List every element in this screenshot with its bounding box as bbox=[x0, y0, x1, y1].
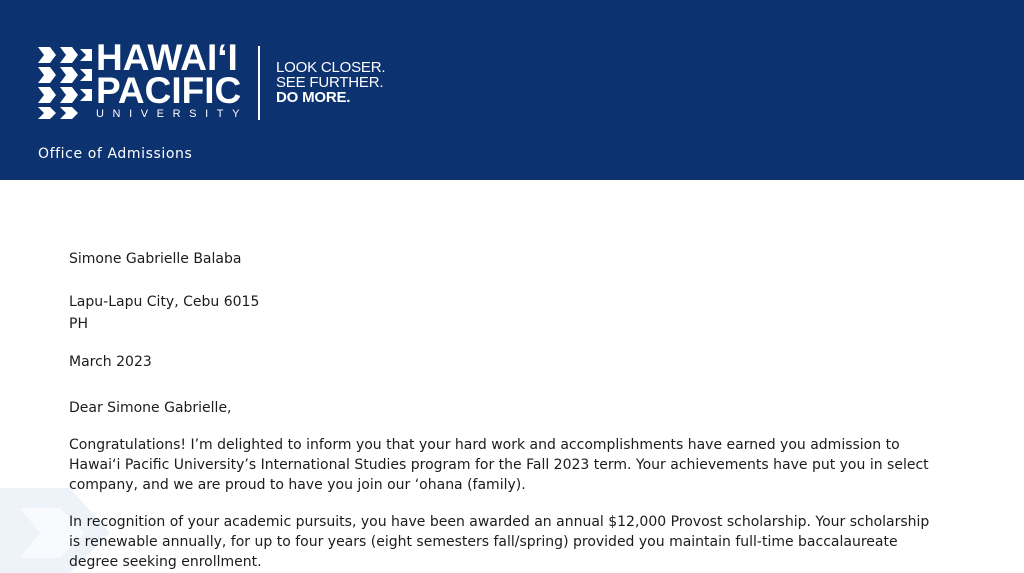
logo-divider bbox=[258, 46, 260, 120]
address-line-1: Lapu-Lapu City, Cebu 6015 bbox=[69, 294, 260, 310]
address-line-2: PH bbox=[69, 316, 88, 332]
letterhead-banner bbox=[0, 0, 1024, 180]
wordmark-line1: HAWAIʻI bbox=[96, 37, 238, 78]
tagline bbox=[276, 60, 385, 105]
recipient-name: Simone Gabrielle Balaba bbox=[69, 251, 242, 267]
wordmark-line2: PACIFIC bbox=[96, 70, 242, 111]
paragraph-scholarship bbox=[69, 512, 969, 572]
tagline-line1: LOOK CLOSER. bbox=[276, 59, 386, 76]
paragraph-line: In recognition of your academic pursuits, you have been awarded an annual $12,000 Provost scholarship. Your scholarship bbox=[69, 514, 930, 530]
hpu-logo-icon bbox=[38, 47, 92, 119]
paragraph-congratulations bbox=[69, 435, 969, 495]
paragraph-line: is renewable annually, for up to four years (eight semesters fall/spring) provided you maintain full-time baccalaureate bbox=[69, 534, 898, 550]
university-wordmark bbox=[96, 37, 242, 111]
tagline-line2: SEE FURTHER. bbox=[276, 74, 384, 91]
paragraph-line: Congratulations! I’m delighted to inform you that your hard work and accomplishments have earned you admission to bbox=[69, 437, 900, 453]
letter-date: March 2023 bbox=[69, 354, 152, 370]
paragraph-line: Hawai‘i Pacific University’s International Studies program for the Fall 2023 term. Your achievements have put you in select bbox=[69, 457, 929, 473]
salutation: Dear Simone Gabrielle, bbox=[69, 400, 232, 416]
wordmark-subtitle: UNIVERSITY bbox=[96, 108, 249, 120]
paragraph-line: degree seeking enrollment. bbox=[69, 554, 262, 570]
office-title: Office of Admissions bbox=[38, 146, 193, 162]
paragraph-line: company, and we are proud to have you join our ‘ohana (family). bbox=[69, 477, 526, 493]
tagline-line3: DO MORE. bbox=[276, 89, 351, 106]
